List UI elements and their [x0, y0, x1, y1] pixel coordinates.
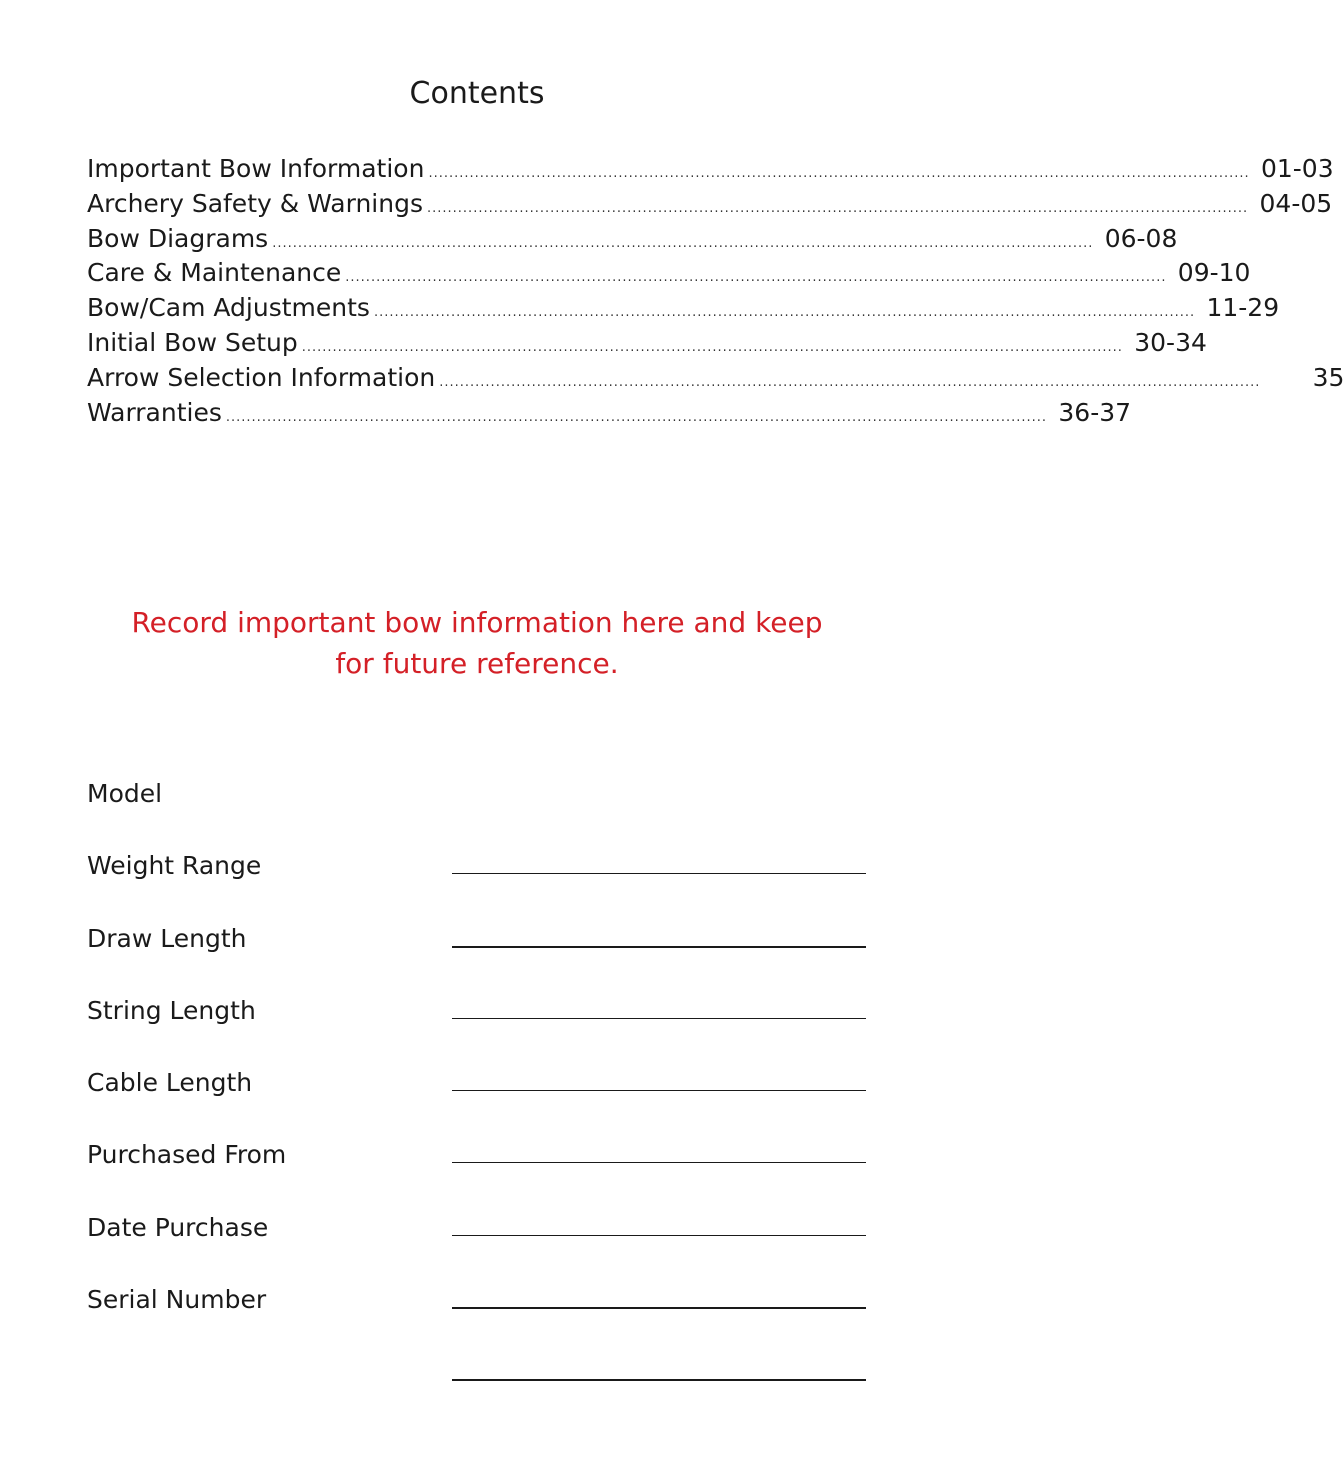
toc-leader-dots: ................................................................................................................................................................: [427, 200, 1249, 216]
write-in-line-extra[interactable]: [452, 1379, 866, 1381]
field-label-string-length: String Length: [87, 995, 256, 1025]
toc-entry[interactable]: [87, 326, 1207, 361]
toc-entry-pages: 11-29: [1206, 293, 1280, 323]
toc-entry-pages: 04-05: [1259, 188, 1333, 218]
toc-entry-pages: 35: [1312, 362, 1344, 392]
table-of-contents: [87, 152, 1344, 430]
field-label-serial-number: Serial Number: [87, 1285, 267, 1315]
form-row-date-purchase: [87, 1206, 866, 1278]
form-row-draw-length: [87, 917, 866, 989]
toc-leader-dots: ................................................................................................................................................................: [345, 270, 1167, 286]
toc-entry-label: Arrow Selection Information: [87, 362, 436, 392]
toc-leader-dots: ................................................................................................................................................................: [439, 374, 1261, 390]
form-row-serial-number: [87, 1278, 866, 1350]
field-label-model: Model: [87, 779, 163, 808]
toc-leader-dots: ................................................................................................................................................................: [428, 166, 1250, 181]
record-notice: [60, 602, 894, 684]
field-label-draw-length: Draw Length: [87, 923, 247, 953]
toc-entry[interactable]: [87, 291, 1280, 326]
field-label-date-purchase: Date Purchase: [87, 1212, 269, 1242]
toc-leader-dots: ................................................................................................................................................................: [225, 409, 1048, 425]
toc-entry[interactable]: [87, 187, 1333, 222]
page-title: Contents: [409, 76, 545, 111]
record-notice-line-2: for future reference.: [335, 647, 619, 680]
write-in-line-cable-length[interactable]: [452, 1090, 866, 1091]
field-label-cable-length: Cable Length: [87, 1068, 253, 1098]
write-in-line-weight-range[interactable]: [452, 873, 866, 874]
toc-leader-dots: ................................................................................................................................................................: [301, 339, 1123, 355]
toc-entry[interactable]: [87, 152, 1334, 187]
toc-leader-dots: ................................................................................................................................................................: [373, 305, 1196, 321]
form-row-purchased-from: [87, 1133, 866, 1205]
toc-entry[interactable]: [87, 222, 1178, 257]
toc-entry-pages: 36-37: [1058, 397, 1132, 427]
toc-entry[interactable]: [87, 396, 1132, 431]
toc-entry-pages: 30-34: [1134, 327, 1207, 357]
write-in-line-purchased-from[interactable]: [452, 1162, 866, 1163]
write-in-line-string-length[interactable]: [452, 1018, 866, 1019]
form-row-cable-length: [87, 1061, 866, 1133]
toc-entry[interactable]: [87, 361, 1344, 396]
toc-entry-pages: 06-08: [1104, 223, 1178, 253]
toc-entry-label: Bow/Cam Adjustments: [87, 293, 370, 323]
field-label-purchased-from: Purchased From: [87, 1140, 287, 1170]
toc-entry-label: Care & Maintenance: [87, 258, 342, 288]
toc-entry-pages: 09-10: [1177, 258, 1251, 288]
form-row-extra: [87, 1350, 866, 1422]
toc-entry-label: Bow Diagrams: [87, 223, 269, 253]
toc-entry-pages: 01-03: [1260, 154, 1334, 183]
toc-entry-label: Important Bow Information: [87, 154, 425, 183]
record-notice-line-1: Record important bow information here and keep: [131, 606, 823, 639]
field-label-weight-range: Weight Range: [87, 851, 262, 881]
form-row-string-length: [87, 989, 866, 1061]
toc-entry[interactable]: [87, 256, 1251, 291]
toc-entry-label: Initial Bow Setup: [87, 327, 298, 357]
write-in-line-draw-length[interactable]: [452, 946, 866, 948]
form-row-weight-range: [87, 844, 866, 916]
toc-entry-label: Archery Safety & Warnings: [87, 188, 423, 218]
write-in-line-serial-number[interactable]: [452, 1307, 866, 1309]
bow-record-form: [87, 772, 866, 1423]
toc-leader-dots: ................................................................................................................................................................: [272, 235, 1094, 251]
write-in-line-date-purchase[interactable]: [452, 1235, 866, 1236]
toc-entry-label: Warranties: [87, 397, 222, 427]
form-row-model: [87, 772, 866, 844]
